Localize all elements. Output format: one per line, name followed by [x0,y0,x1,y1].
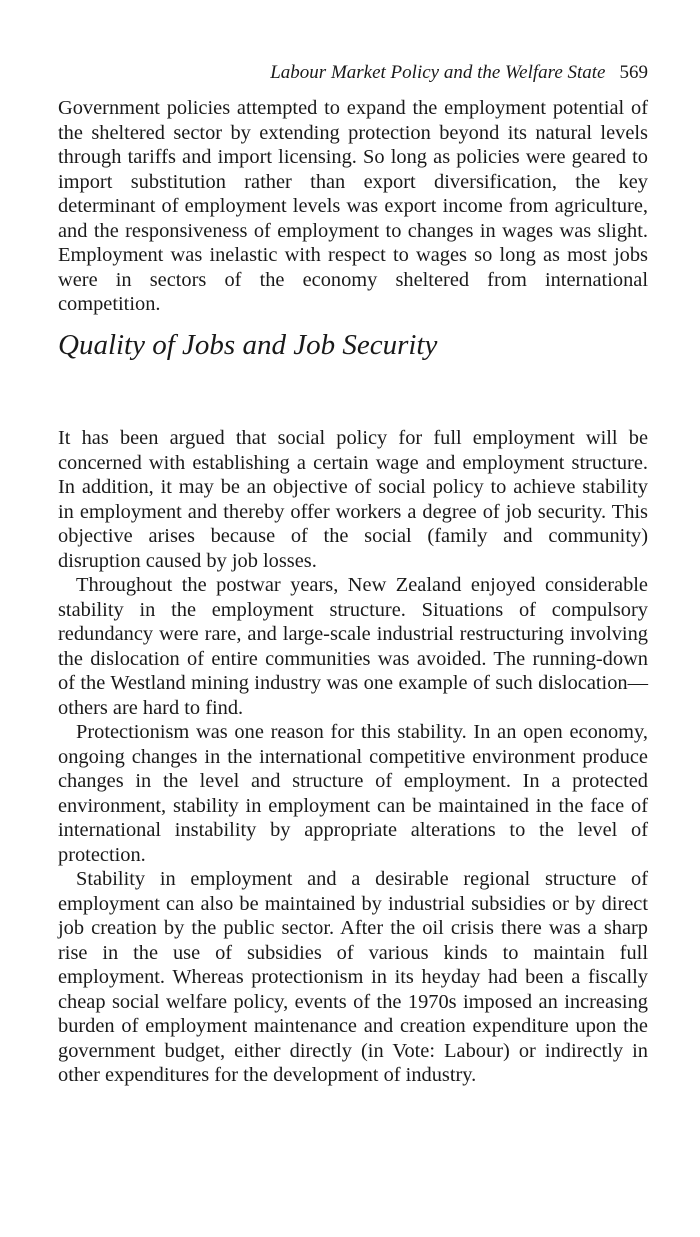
paragraph: Government policies attempted to expand the employment potential of the sheltered sector by extending protection beyond its natural levels through tariffs and import licensing. So long as policies were geared to import substitution rather than export diversification, the key determinant of employment levels was export income from agriculture, and the responsiveness of employment to changes in wages was slight. Employment was inelastic with respect to wages so long as most jobs were in sectors of the economy sheltered from international competition. [58,97,648,315]
paragraph: Throughout the postwar years, New Zealand enjoyed considerable stability in the employment structure. Situations of compulsory redundancy were rare, and large-scale industrial restructuring involving the dislocation of entire communities was avoided. The running-down of the Westland mining industry was one example of such dislocation—others are hard to find. [58,574,648,719]
running-title: Labour Market Policy and the Welfare State [270,62,606,83]
page-number: 569 [619,62,648,83]
body-text-intro [58,96,648,317]
paragraph: Protectionism was one reason for this stability. In an open economy, ongoing changes in the international competitive environment produce changes in the level and structure of employment. In a protected environment, stability in employment can be maintained in the face of international instability by appropriate alterations to the level of protection. [58,721,648,866]
body-text-section [58,426,648,1088]
running-header [58,60,648,86]
paragraph: It has been argued that social policy for full employment will be concerned with establishing a certain wage and employment structure. In addition, it may be an objective of social policy to achieve stability in employment and thereby offer workers a degree of job security. This objective arises because of the social (family and community) disruption caused by job losses. [58,427,648,572]
paragraph: Stability in employment and a desirable regional structure of employment can also be maintained by industrial subsidies or by direct job creation by the public sector. After the oil crisis there was a sharp rise in the use of subsidies of various kinds to maintain full employment. Whereas protectionism in its heyday had been a fiscally cheap social welfare policy, events of the 1970s imposed an increasing burden of employment maintenance and creation expenditure upon the government budget, either directly (in Vote: Labour) or indirectly in other expenditures for the development of industry. [58,868,648,1086]
section-heading: Quality of Jobs and Job Security [58,329,438,361]
